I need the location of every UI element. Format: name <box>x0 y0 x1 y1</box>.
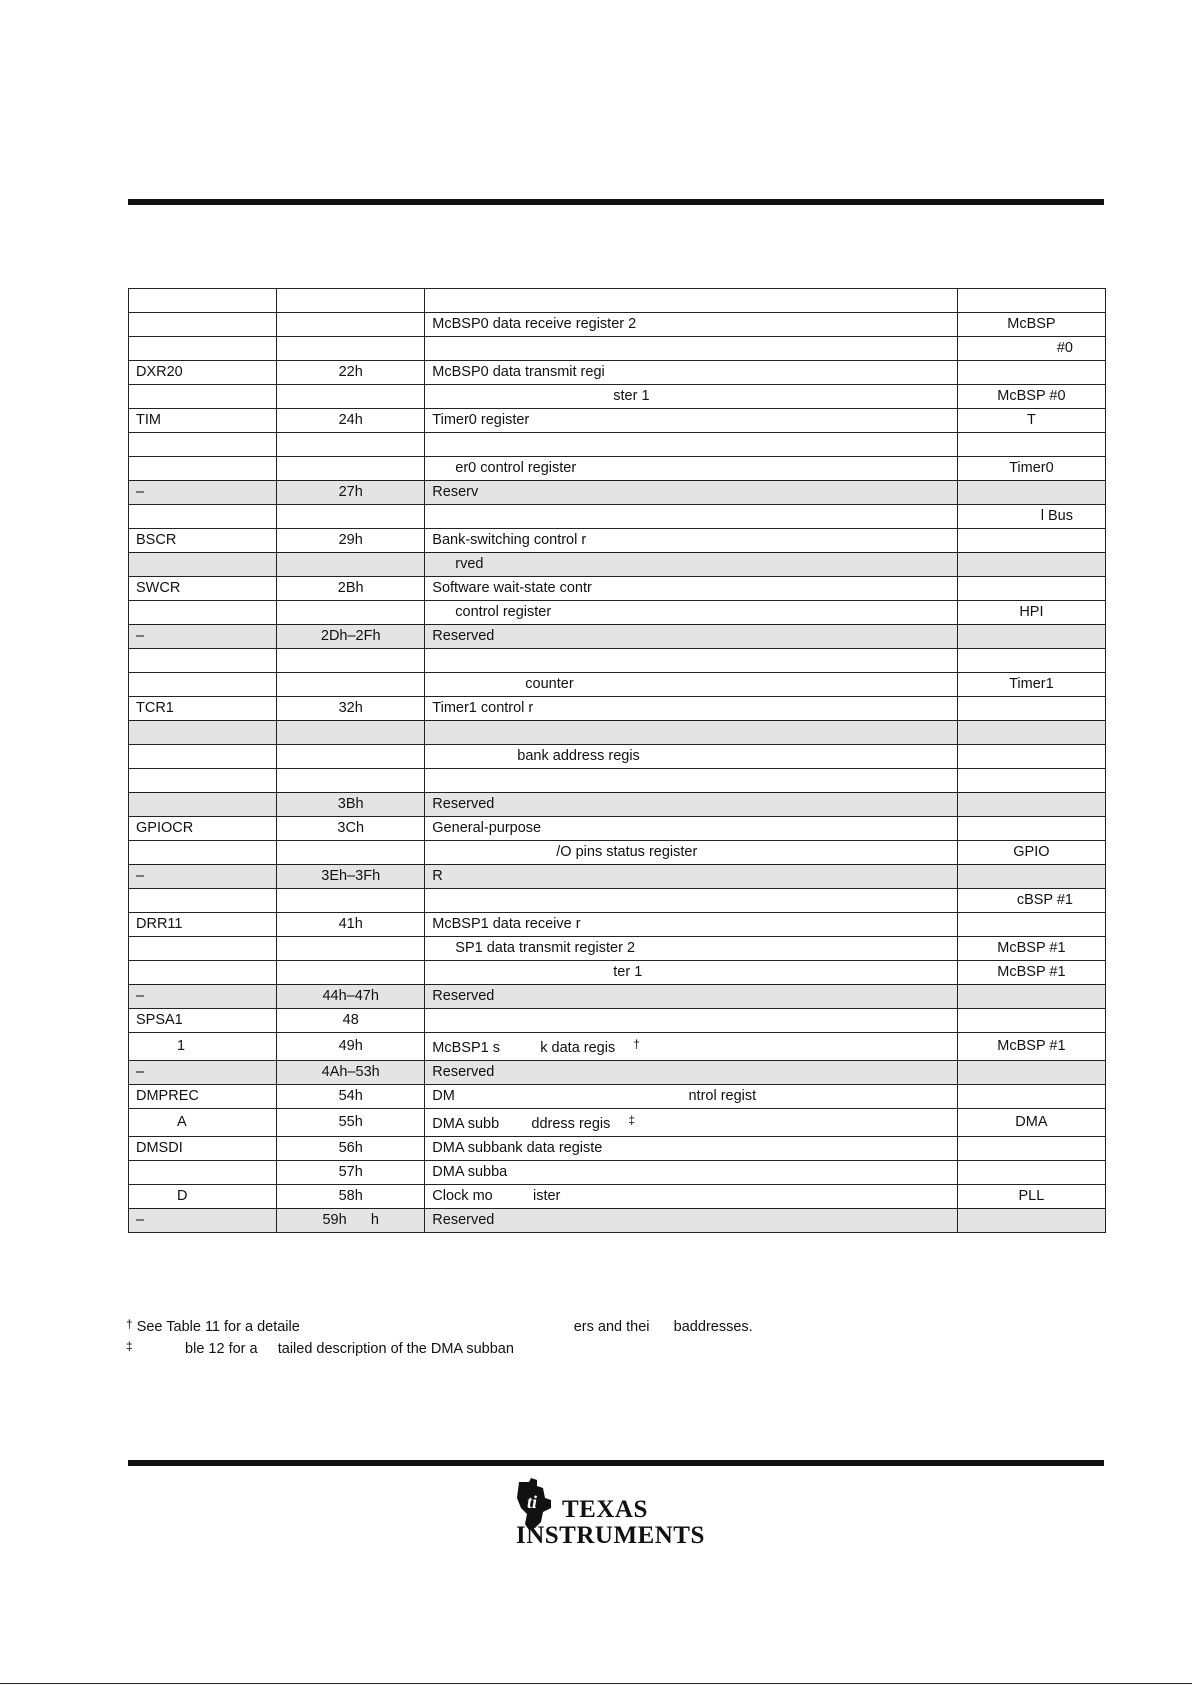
footnote-text: See Table 11 for a detaile ers and thei baddresses. <box>136 1319 753 1335</box>
footnotes <box>126 1315 753 1359</box>
table-row <box>129 721 1106 745</box>
address-cell <box>277 745 425 769</box>
description-cell-text: ster 1 <box>613 388 650 404</box>
address-cell-text: 24h <box>338 412 363 428</box>
peripheral-cell-text: Timer1 <box>1009 676 1054 692</box>
description-cell-text: er0 control register <box>455 460 577 476</box>
peripheral-cell <box>957 985 1105 1009</box>
peripheral-cell-text: McBSP <box>1007 316 1056 332</box>
address-cell-text: 2Dh–2Fh <box>320 628 381 644</box>
peripheral-cell <box>957 1161 1105 1185</box>
description-cell <box>425 913 958 937</box>
table-row <box>129 913 1106 937</box>
peripheral-cell <box>957 601 1105 625</box>
table-row <box>129 385 1106 409</box>
register-name-cell-text: – <box>136 1212 145 1228</box>
table-row <box>129 289 1106 313</box>
register-name-cell <box>129 337 277 361</box>
description-cell <box>425 457 958 481</box>
peripheral-cell-text: T <box>1026 412 1036 428</box>
address-cell-text: 54h <box>338 1088 363 1104</box>
peripheral-cell <box>957 1061 1105 1085</box>
register-name-cell-text: TCR1 <box>136 700 174 716</box>
description-cell <box>425 1185 958 1209</box>
address-cell <box>277 1185 425 1209</box>
register-name-cell-text: GPIOCR <box>136 820 194 836</box>
description-cell <box>425 553 958 577</box>
address-cell <box>277 913 425 937</box>
table-row <box>129 481 1106 505</box>
table-row <box>129 601 1106 625</box>
address-cell <box>277 577 425 601</box>
table-row <box>129 769 1106 793</box>
table-row <box>129 1185 1106 1209</box>
peripheral-cell <box>957 433 1105 457</box>
table-row <box>129 985 1106 1009</box>
footnote-dagger <box>126 1315 753 1337</box>
address-cell-text: 2Bh <box>337 580 364 596</box>
description-cell <box>425 505 958 529</box>
logo-line-2: INSTRUMENTS <box>516 1522 705 1549</box>
register-name-cell <box>129 409 277 433</box>
address-cell <box>277 289 425 313</box>
table-row <box>129 1033 1106 1061</box>
address-cell <box>277 1033 425 1061</box>
address-cell-text: 59h h <box>322 1212 379 1228</box>
description-cell <box>425 1033 958 1061</box>
description-cell <box>425 529 958 553</box>
table-row <box>129 1009 1106 1033</box>
description-cell <box>425 865 958 889</box>
register-name-cell-text: DMPREC <box>136 1088 199 1104</box>
register-name-cell <box>129 793 277 817</box>
address-cell <box>277 817 425 841</box>
register-name-cell <box>129 529 277 553</box>
peripheral-cell-text: McBSP #1 <box>997 964 1066 980</box>
ti-wordmark <box>516 1497 705 1549</box>
address-cell-text: 3Ch <box>337 820 365 836</box>
peripheral-cell <box>957 457 1105 481</box>
peripheral-cell <box>957 505 1105 529</box>
peripheral-cell <box>957 409 1105 433</box>
table-row <box>129 313 1106 337</box>
register-name-cell <box>129 913 277 937</box>
description-cell-text: Timer1 control r <box>432 700 534 716</box>
description-cell <box>425 1061 958 1085</box>
peripheral-cell <box>957 817 1105 841</box>
description-cell <box>425 841 958 865</box>
register-name-cell <box>129 697 277 721</box>
peripheral-cell <box>957 865 1105 889</box>
register-name-cell <box>129 1061 277 1085</box>
address-cell <box>277 793 425 817</box>
address-cell-text: 58h <box>338 1188 363 1204</box>
description-cell-text: counter <box>525 676 574 692</box>
table-row <box>129 553 1106 577</box>
address-cell <box>277 1085 425 1109</box>
register-name-cell-text: 1 <box>177 1038 186 1054</box>
address-cell-text: 29h <box>338 532 363 548</box>
peripheral-cell <box>957 481 1105 505</box>
address-cell <box>277 697 425 721</box>
peripheral-cell <box>957 1009 1105 1033</box>
description-cell-text: DM ntrol regist <box>432 1088 757 1104</box>
peripheral-cell <box>957 1033 1105 1061</box>
description-cell-text: Reserved <box>432 1212 495 1228</box>
address-cell <box>277 529 425 553</box>
register-name-cell-text: SWCR <box>136 580 181 596</box>
address-cell <box>277 673 425 697</box>
address-cell-text: 4Ah–53h <box>321 1064 380 1080</box>
table-row <box>129 505 1106 529</box>
address-cell <box>277 985 425 1009</box>
register-name-cell <box>129 961 277 985</box>
register-name-cell <box>129 817 277 841</box>
register-name-cell-text: – <box>136 988 145 1004</box>
address-cell-text: 55h <box>338 1114 363 1130</box>
logo-line-1: TEXAS <box>562 1496 648 1523</box>
address-cell <box>277 649 425 673</box>
register-name-cell <box>129 1161 277 1185</box>
bottom-rule <box>128 1460 1104 1466</box>
peripheral-cell <box>957 961 1105 985</box>
description-cell <box>425 481 958 505</box>
peripheral-cell <box>957 577 1105 601</box>
description-cell-text: McBSP1 s k data regis <box>432 1040 616 1056</box>
address-cell <box>277 313 425 337</box>
table-row <box>129 1161 1106 1185</box>
register-name-cell <box>129 721 277 745</box>
description-cell <box>425 793 958 817</box>
description-cell <box>425 433 958 457</box>
address-cell <box>277 1137 425 1161</box>
description-cell <box>425 673 958 697</box>
register-name-cell <box>129 985 277 1009</box>
footnote-double-dagger <box>126 1337 753 1359</box>
address-cell <box>277 409 425 433</box>
address-cell <box>277 553 425 577</box>
description-cell-text: R <box>432 868 443 884</box>
description-cell-text: Clock mo ister <box>432 1188 561 1204</box>
description-cell <box>425 337 958 361</box>
table-row <box>129 577 1106 601</box>
register-name-cell <box>129 937 277 961</box>
description-cell-text: McBSP0 data receive register 2 <box>432 316 637 332</box>
address-cell <box>277 889 425 913</box>
description-cell <box>425 1209 958 1233</box>
description-cell-text: DMA subb ddress regis <box>432 1116 611 1132</box>
table-row <box>129 649 1106 673</box>
table-row <box>129 625 1106 649</box>
peripheral-cell <box>957 1185 1105 1209</box>
description-cell-text: Software wait-state contr <box>432 580 592 596</box>
address-cell <box>277 937 425 961</box>
description-cell <box>425 769 958 793</box>
address-cell-text: 27h <box>338 484 363 500</box>
register-name-cell-text: DRR11 <box>136 916 183 932</box>
description-cell-text: Reserv <box>432 484 479 500</box>
table-row <box>129 457 1106 481</box>
register-name-cell <box>129 1185 277 1209</box>
table-row <box>129 1209 1106 1233</box>
register-name-cell <box>129 481 277 505</box>
register-name-cell <box>129 841 277 865</box>
description-cell <box>425 817 958 841</box>
address-cell-text: 41h <box>338 916 363 932</box>
register-name-cell <box>129 649 277 673</box>
description-cell-text: Reserved <box>432 628 495 644</box>
description-cell-text: General-purpose <box>432 820 542 836</box>
address-cell-text: 22h <box>338 364 363 380</box>
table-row <box>129 745 1106 769</box>
footnote-mark: ‡ <box>126 1339 133 1353</box>
register-name-cell <box>129 601 277 625</box>
address-cell <box>277 1061 425 1085</box>
description-cell-text: SP1 data transmit register 2 <box>455 940 636 956</box>
register-name-cell <box>129 457 277 481</box>
register-name-cell <box>129 769 277 793</box>
peripheral-cell <box>957 529 1105 553</box>
description-cell-text: DMA subbank data registe <box>432 1140 603 1156</box>
register-name-cell-text: BSCR <box>136 532 177 548</box>
peripheral-cell-text: McBSP #0 <box>997 388 1066 404</box>
peripheral-cell <box>957 385 1105 409</box>
peripheral-cell <box>957 625 1105 649</box>
address-cell <box>277 505 425 529</box>
table-row <box>129 841 1106 865</box>
register-name-cell-text: SPSA1 <box>136 1012 183 1028</box>
description-cell <box>425 577 958 601</box>
table-row <box>129 937 1106 961</box>
peripheral-cell <box>957 1209 1105 1233</box>
description-cell-text: McBSP0 data transmit regi <box>432 364 605 380</box>
table-row <box>129 865 1106 889</box>
footnote-reference-mark: † <box>633 1037 640 1051</box>
description-cell-text: Reserved <box>432 988 495 1004</box>
address-cell-text: 3Eh–3Fh <box>321 868 381 884</box>
address-cell <box>277 841 425 865</box>
description-cell-text: /O pins status register <box>556 844 698 860</box>
register-name-cell-text: – <box>136 628 145 644</box>
top-rule <box>128 199 1104 205</box>
description-cell <box>425 745 958 769</box>
description-cell-text: DMA subba <box>432 1164 508 1180</box>
address-cell-text: 49h <box>338 1038 363 1054</box>
register-name-cell <box>129 1009 277 1033</box>
table-row <box>129 1109 1106 1137</box>
address-cell <box>277 961 425 985</box>
peripheral-cell <box>957 913 1105 937</box>
register-name-cell <box>129 385 277 409</box>
description-cell <box>425 649 958 673</box>
address-cell-text: 48 <box>342 1012 359 1028</box>
peripheral-cell-text: #0 <box>1056 340 1073 356</box>
peripheral-cell-text: McBSP #1 <box>997 940 1066 956</box>
description-cell-text: ter 1 <box>613 964 643 980</box>
peripheral-cell <box>957 745 1105 769</box>
peripheral-cell-text: PLL <box>1018 1188 1045 1204</box>
address-cell <box>277 1161 425 1185</box>
address-cell <box>277 433 425 457</box>
description-cell <box>425 409 958 433</box>
description-cell <box>425 601 958 625</box>
register-table-body <box>129 289 1106 1233</box>
description-cell <box>425 721 958 745</box>
description-cell <box>425 697 958 721</box>
register-name-cell <box>129 1109 277 1137</box>
description-cell <box>425 1137 958 1161</box>
description-cell <box>425 1161 958 1185</box>
peripheral-cell <box>957 769 1105 793</box>
table-row <box>129 697 1106 721</box>
register-name-cell <box>129 577 277 601</box>
description-cell-text: control register <box>455 604 552 620</box>
svg-text:ti: ti <box>527 1492 538 1512</box>
peripheral-cell <box>957 937 1105 961</box>
page-edge-line <box>0 1683 1192 1684</box>
register-name-cell-text: D <box>177 1188 188 1204</box>
table-row <box>129 337 1106 361</box>
register-table <box>128 288 1106 1233</box>
peripheral-cell <box>957 697 1105 721</box>
address-cell <box>277 1209 425 1233</box>
peripheral-cell <box>957 1085 1105 1109</box>
description-cell <box>425 385 958 409</box>
register-name-cell <box>129 673 277 697</box>
register-name-cell-text: – <box>136 868 145 884</box>
register-name-cell-text: A <box>177 1114 187 1130</box>
description-cell <box>425 313 958 337</box>
table-row <box>129 433 1106 457</box>
peripheral-cell <box>957 337 1105 361</box>
peripheral-cell-text: cBSP #1 <box>1016 892 1073 908</box>
register-name-cell <box>129 745 277 769</box>
footnote-reference-mark: ‡ <box>628 1113 636 1127</box>
address-cell <box>277 1009 425 1033</box>
peripheral-cell <box>957 673 1105 697</box>
register-name-cell <box>129 1085 277 1109</box>
peripheral-cell <box>957 889 1105 913</box>
table-row <box>129 1085 1106 1109</box>
peripheral-cell-text: GPIO <box>1013 844 1050 860</box>
register-name-cell-text: – <box>136 484 145 500</box>
table-row <box>129 529 1106 553</box>
description-cell <box>425 1085 958 1109</box>
peripheral-cell <box>957 361 1105 385</box>
address-cell <box>277 1109 425 1137</box>
description-cell-text: bank address regis <box>517 748 640 764</box>
register-name-cell <box>129 1033 277 1061</box>
address-cell <box>277 601 425 625</box>
address-cell <box>277 769 425 793</box>
peripheral-cell <box>957 1109 1105 1137</box>
description-cell <box>425 889 958 913</box>
register-name-cell <box>129 505 277 529</box>
register-name-cell-text: – <box>136 1064 145 1080</box>
register-name-cell <box>129 289 277 313</box>
peripheral-cell <box>957 721 1105 745</box>
address-cell <box>277 865 425 889</box>
description-cell <box>425 361 958 385</box>
register-name-cell <box>129 553 277 577</box>
table-row <box>129 1137 1106 1161</box>
register-name-cell <box>129 625 277 649</box>
description-cell-text: rved <box>455 556 484 572</box>
table-row <box>129 817 1106 841</box>
table-row <box>129 409 1106 433</box>
peripheral-cell-text: DMA <box>1015 1114 1048 1130</box>
register-name-cell-text: TIM <box>136 412 161 428</box>
address-cell-text: 57h <box>338 1164 363 1180</box>
table-row <box>129 961 1106 985</box>
description-cell <box>425 985 958 1009</box>
table-row <box>129 1061 1106 1085</box>
peripheral-cell <box>957 553 1105 577</box>
address-cell <box>277 337 425 361</box>
description-cell-text: McBSP1 data receive r <box>432 916 581 932</box>
footnote-text: ble 12 for a tailed description of the DMA subban <box>136 1341 514 1357</box>
address-cell-text: 56h <box>338 1140 363 1156</box>
register-name-cell <box>129 313 277 337</box>
description-cell-text: Timer0 register <box>432 412 530 428</box>
table-row <box>129 361 1106 385</box>
description-cell <box>425 1109 958 1137</box>
peripheral-cell <box>957 313 1105 337</box>
address-cell-text: 3Bh <box>337 796 364 812</box>
peripheral-cell <box>957 1137 1105 1161</box>
table-row <box>129 889 1106 913</box>
peripheral-cell-text: l Bus <box>1040 508 1073 524</box>
description-cell <box>425 625 958 649</box>
description-cell <box>425 937 958 961</box>
description-cell <box>425 289 958 313</box>
peripheral-cell <box>957 289 1105 313</box>
address-cell <box>277 481 425 505</box>
register-name-cell <box>129 1209 277 1233</box>
register-name-cell <box>129 889 277 913</box>
footnote-mark: † <box>126 1317 133 1331</box>
peripheral-cell-text: Timer0 <box>1009 460 1054 476</box>
register-name-cell <box>129 433 277 457</box>
address-cell <box>277 721 425 745</box>
peripheral-cell <box>957 649 1105 673</box>
register-name-cell <box>129 361 277 385</box>
peripheral-cell-text: HPI <box>1019 604 1044 620</box>
peripheral-cell <box>957 793 1105 817</box>
peripheral-cell-text: McBSP #1 <box>997 1038 1066 1054</box>
register-name-cell <box>129 865 277 889</box>
address-cell <box>277 457 425 481</box>
description-cell-text: Reserved <box>432 1064 495 1080</box>
register-name-cell-text: DXR20 <box>136 364 183 380</box>
register-name-cell-text: DMSDI <box>136 1140 183 1156</box>
description-cell <box>425 961 958 985</box>
address-cell <box>277 361 425 385</box>
peripheral-cell <box>957 841 1105 865</box>
description-cell-text: Reserved <box>432 796 495 812</box>
description-cell-text: Bank-switching control r <box>432 532 587 548</box>
table-row <box>129 793 1106 817</box>
address-cell <box>277 385 425 409</box>
table-row <box>129 673 1106 697</box>
description-cell <box>425 1009 958 1033</box>
address-cell-text: 32h <box>338 700 363 716</box>
register-name-cell <box>129 1137 277 1161</box>
address-cell <box>277 625 425 649</box>
address-cell-text: 44h–47h <box>322 988 379 1004</box>
